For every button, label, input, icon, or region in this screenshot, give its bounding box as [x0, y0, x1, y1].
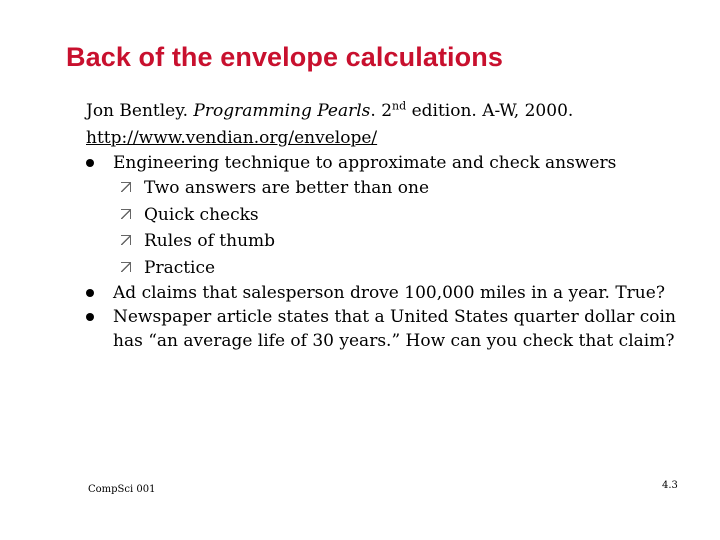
- sub-bullet-item: [86, 228, 686, 255]
- bullet-dot-icon: [86, 289, 94, 297]
- footer-page-number: 4.3: [662, 480, 678, 491]
- sub-bullet-item: [86, 202, 686, 229]
- sub-bullet-arrow-icon: [121, 182, 131, 192]
- reference-edition-superscript: nd: [392, 99, 407, 113]
- reference-line: [86, 98, 686, 125]
- footer-course: CompSci 001: [88, 484, 156, 495]
- slide-title: Back of the envelope calculations: [66, 42, 503, 72]
- reference-author: Jon Bentley.: [86, 101, 188, 121]
- sub-bullet-text: Two answers are better than one: [144, 178, 430, 198]
- sub-bullet-text: Practice: [144, 257, 216, 278]
- bullet-text: Engineering technique to approximate and check answers: [113, 153, 617, 173]
- sub-bullet-arrow-icon: [121, 262, 131, 272]
- bullet-text: Newspaper article states that a United States quarter dollar coin has “an average life of 30 years.” How can you check that claim?: [113, 307, 676, 351]
- sub-bullet-item: [86, 175, 686, 202]
- slide-body: [86, 98, 686, 353]
- sub-bullet-text: Quick checks: [144, 204, 259, 225]
- reference-book-title: Programming Pearls: [193, 101, 371, 121]
- bullet-item: [86, 281, 686, 305]
- sub-bullet-item: [86, 255, 686, 282]
- sub-bullet-text: Rules of thumb: [144, 231, 276, 251]
- sub-bullet-arrow-icon: [121, 209, 131, 219]
- bullet-item: [86, 151, 686, 175]
- envelope-link[interactable]: http://www.vendian.org/envelope/: [86, 127, 378, 148]
- reference-edition-suffix: edition. A-W, 2000.: [406, 101, 574, 121]
- reference-edition-prefix: . 2: [370, 101, 393, 121]
- sub-bullet-arrow-icon: [121, 235, 131, 245]
- bullet-text: Ad claims that salesperson drove 100,000 miles in a year. True?: [113, 283, 665, 303]
- bullet-item: [86, 305, 686, 353]
- bullet-dot-icon: [86, 159, 94, 167]
- bullet-dot-icon: [86, 313, 94, 321]
